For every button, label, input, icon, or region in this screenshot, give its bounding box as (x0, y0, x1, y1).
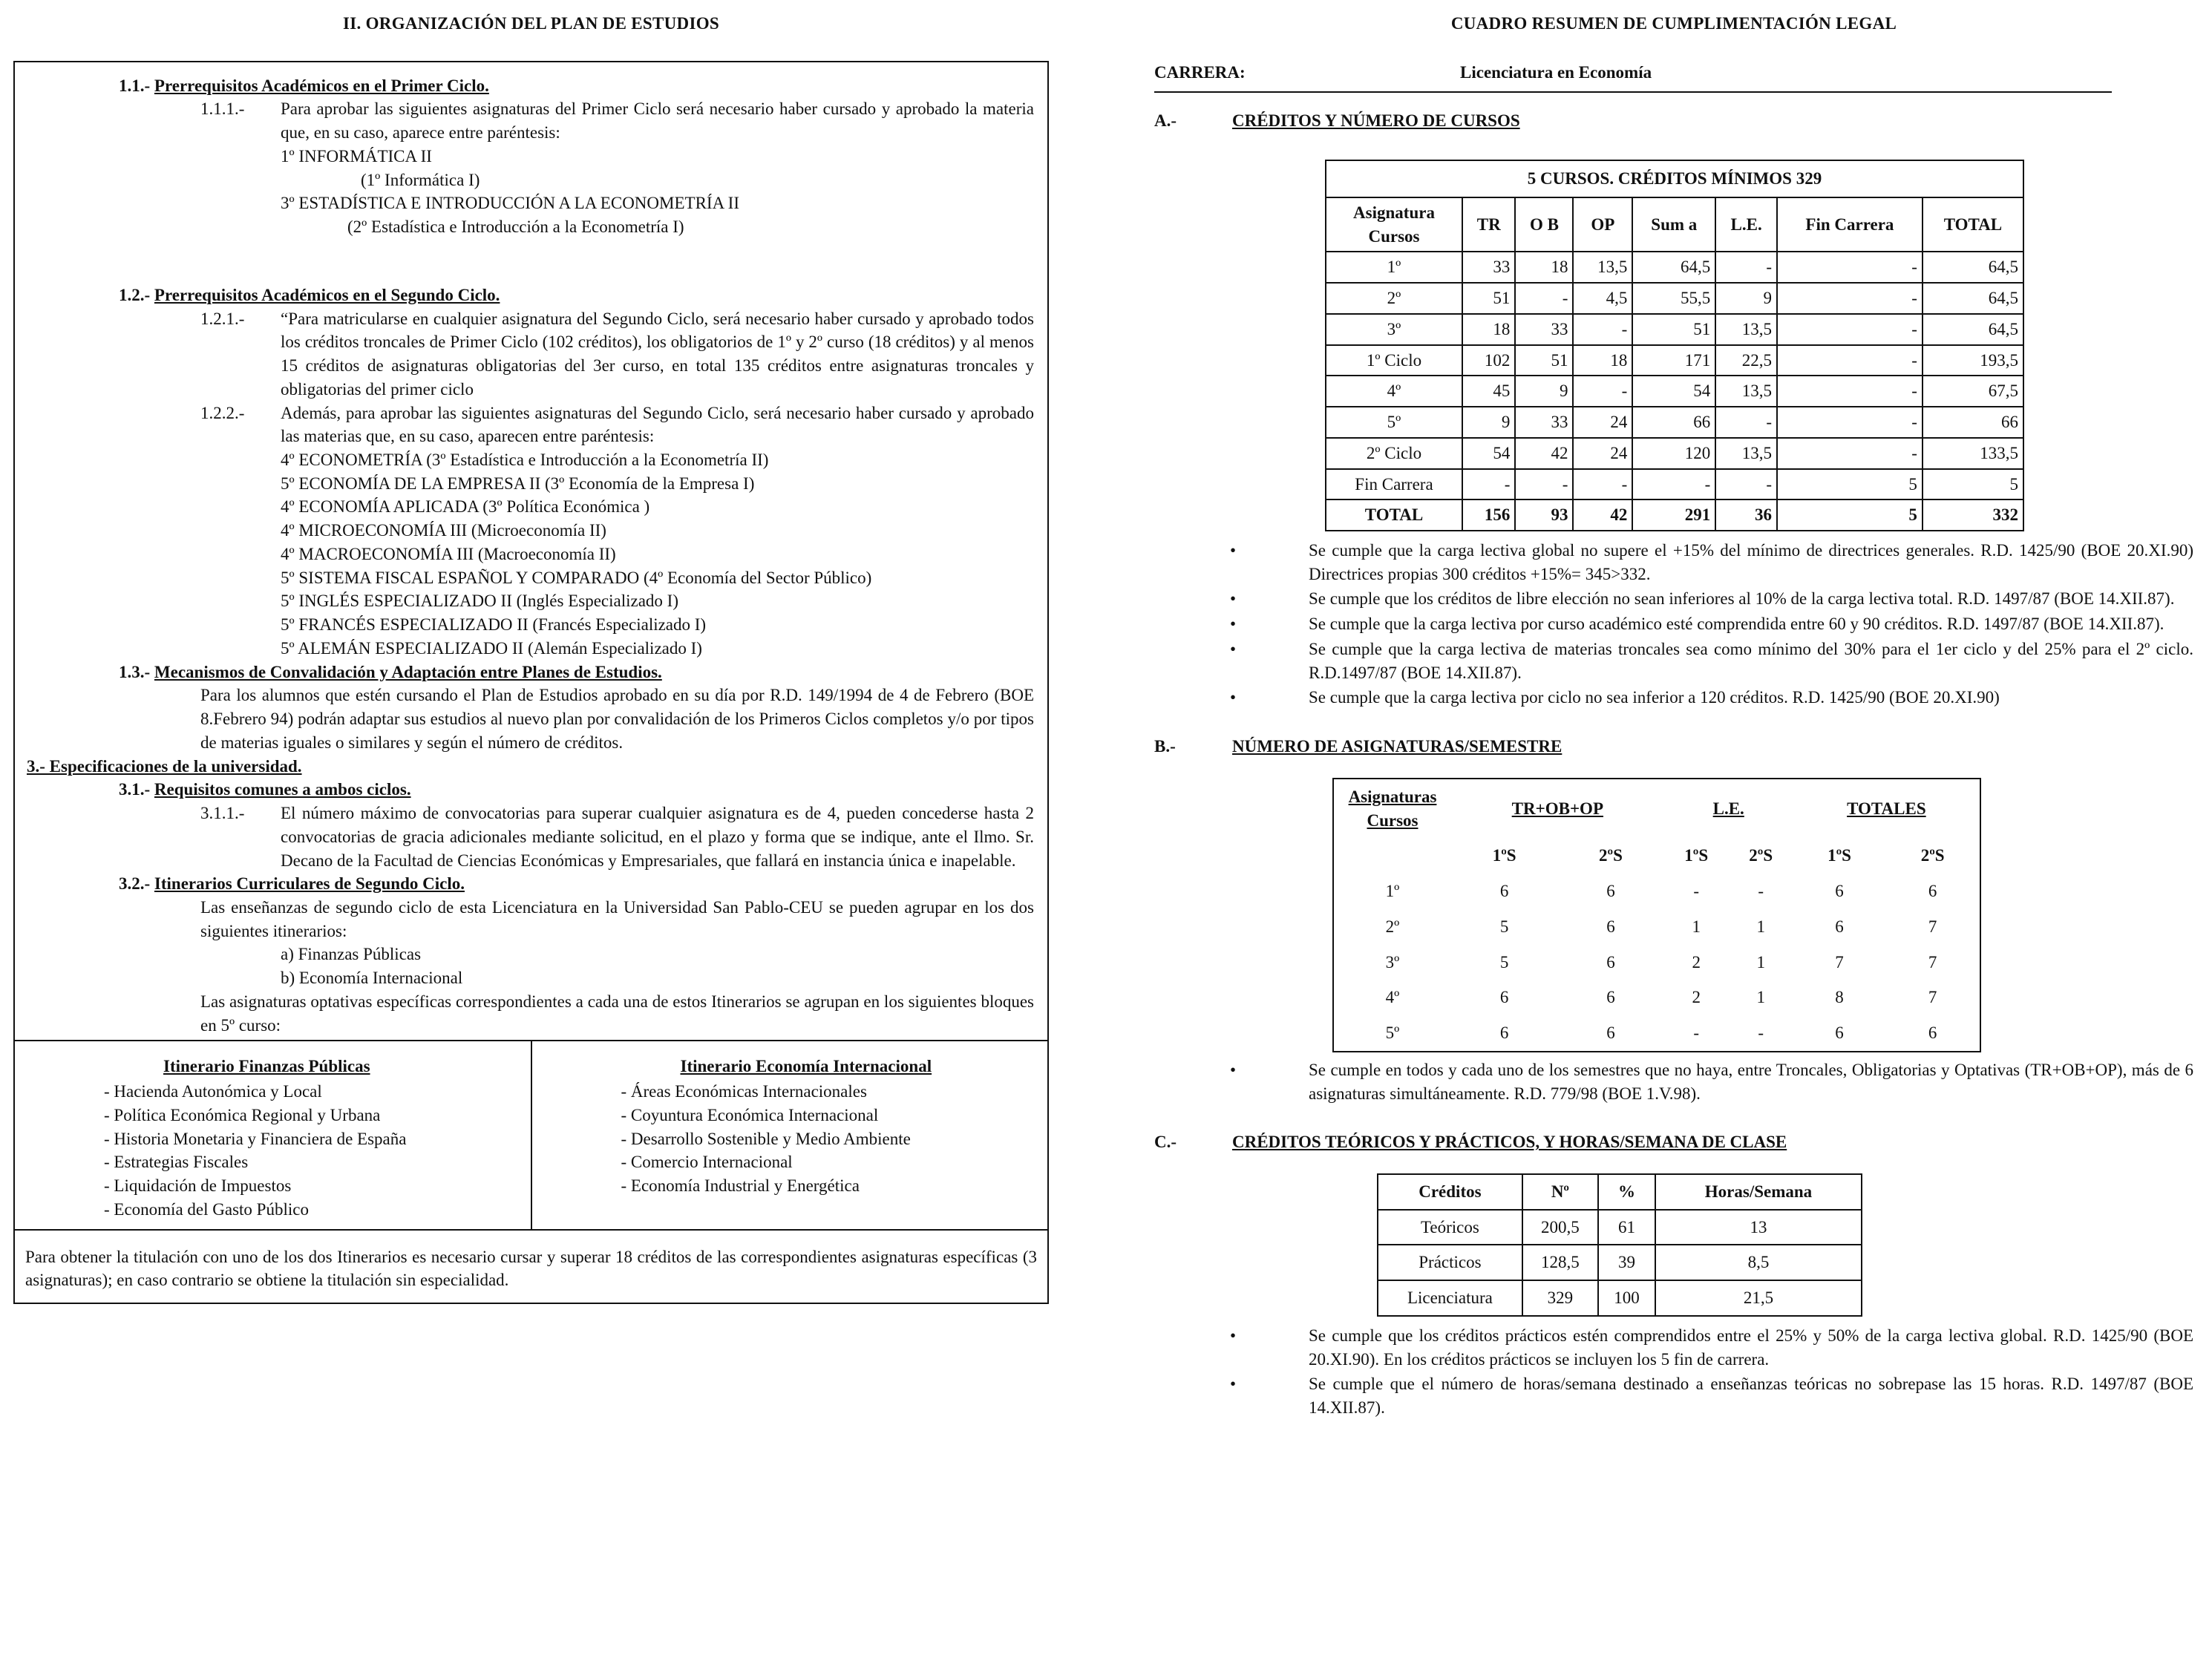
table-cell: 128,5 (1522, 1245, 1598, 1280)
table-cell: 64,5 (1923, 252, 2023, 283)
table-cell: 9 (1715, 283, 1777, 314)
column-header: TOTAL (1923, 197, 2023, 252)
column-header: Horas/Semana (1655, 1174, 1862, 1210)
section-3-2: 3.2.- Itinerarios Curriculares de Segundo Ciclo. (119, 874, 465, 894)
table-cell: - (1462, 469, 1515, 500)
column-header: Asignaturas Cursos (1348, 787, 1437, 830)
table-cell: - (1777, 407, 1923, 438)
table-cell: - (1758, 882, 1764, 901)
bullets-b (1154, 1058, 2193, 1105)
carrera-label: CARRERA: (1154, 62, 1246, 82)
table-cell: 6 (1835, 882, 1844, 901)
table-cell: 18 (1462, 314, 1515, 345)
prereq-item: (1º Informática I) (361, 170, 480, 189)
table-row (1326, 438, 2023, 469)
table-cell: 1 (1756, 988, 1765, 1007)
section-3-1: 3.1.- Requisitos comunes a ambos ciclos. (119, 780, 411, 799)
left-column (13, 0, 1049, 1304)
table-cell: 4,5 (1573, 283, 1632, 314)
table-cell: 13,5 (1573, 252, 1632, 283)
table-cell: 21,5 (1655, 1280, 1862, 1316)
bullets-c (1154, 1324, 2193, 1420)
table-cell: 1 (1692, 917, 1701, 936)
table-cell: - (1777, 283, 1923, 314)
column-header: Asignatura Cursos (1326, 197, 1462, 252)
section-1-3-text: Para los alumnos que estén cursando el Plan de Estudios aprobado en su día por R.D. 149/1994 de 4 de Febrero (BOE 8.Febrero 94) podrán adaptar sus estudios al nuevo plan por convalidación de los Primeros Ciclos completos y/o por tipos de materias iguales o similares y según el número de créditos. (200, 686, 1034, 752)
table-cell: 24 (1573, 407, 1632, 438)
table-cell: 8 (1835, 988, 1844, 1007)
table-cell: 5 (1777, 469, 1923, 500)
column-header: L.E. (1712, 799, 1744, 818)
table-cell: 13,5 (1715, 376, 1777, 407)
table-cell: 1 (1756, 952, 1765, 972)
table-row (1333, 874, 1980, 909)
table-cell: - (1777, 376, 1923, 407)
prereq-item: 4º MICROECONOMÍA III (Microeconomía II) (281, 521, 606, 540)
list-item: - Comercio Internacional (621, 1153, 793, 1172)
prereq-item: 5º FRANCÉS ESPECIALIZADO II (Francés Especializado I) (281, 615, 707, 635)
list-item: - Historia Monetaria y Financiera de España (104, 1129, 407, 1148)
bullet-item: • Se cumple que la carga lectiva por ciclo no sea inferior a 120 créditos. R.D. 1425/90 (BOE 20.XI.90) (1230, 688, 2000, 707)
theory-practice-table (1377, 1173, 1862, 1317)
table-cell: 7 (1928, 952, 1937, 972)
table-row (1378, 1280, 1862, 1316)
table-cell: 54 (1462, 438, 1515, 469)
table-cell: Licenciatura (1378, 1280, 1522, 1316)
semester-header: 1ºS (1492, 846, 1516, 865)
table-cell: - (1693, 1023, 1700, 1043)
subjects-semester-table (1332, 778, 1981, 1052)
itinerary-title: Itinerario Economía Internacional (680, 1057, 932, 1076)
table-cell: - (1573, 469, 1632, 500)
table-cell: 42 (1515, 438, 1573, 469)
table-caption: 5 CURSOS. CRÉDITOS MÍNIMOS 329 (1326, 160, 2023, 197)
table-row (1326, 407, 2023, 438)
table-row (1326, 469, 2023, 500)
table-cell: 6 (1606, 1023, 1615, 1043)
itinerary-finanzas (15, 1041, 532, 1228)
table-row (1326, 283, 2023, 314)
table-cell: 2º (1326, 283, 1462, 314)
list-item: - Economía del Gasto Público (104, 1199, 309, 1219)
table-cell: 3º (1385, 952, 1400, 972)
table-cell: - (1777, 345, 1923, 376)
list-item: - Liquidación de Impuestos (104, 1176, 292, 1196)
list-item: - Economía Industrial y Energética (621, 1176, 860, 1196)
table-cell: 2º (1385, 917, 1400, 936)
credits-table (1325, 160, 2024, 531)
table-cell: - (1777, 438, 1923, 469)
table-cell: - (1693, 882, 1700, 901)
table-cell: 1º (1326, 252, 1462, 283)
table-row (1326, 314, 2023, 345)
left-title: II. ORGANIZACIÓN DEL PLAN DE ESTUDIOS (343, 14, 719, 33)
table-cell: 24 (1573, 438, 1632, 469)
column-header: TOTALES (1847, 799, 1926, 818)
table-cell: 66 (1923, 407, 2023, 438)
prereq-item: 4º ECONOMETRÍA (3º Estadística e Introducción a la Econometría II) (281, 451, 769, 470)
section-1-1-1: 1.1.1.- Para aprobar las siguientes asignaturas del Primer Ciclo será necesario haber cursado y aprobado la materia que, en su caso, aparece entre paréntesis: (200, 99, 1034, 143)
table-row (1333, 980, 1980, 1015)
table-cell: 33 (1515, 314, 1573, 345)
list-item: - Hacienda Autonómica y Local (104, 1082, 322, 1101)
bullet-item: • Se cumple que la carga lectiva de materias troncales sea como mínimo del 30% para el 1er ciclo y del 25% para el 2º ciclo. R.D.1497/87 (BOE 14.XII.87). (1230, 639, 2193, 682)
column-header: TR+OB+OP (1511, 799, 1603, 818)
column-header: Nº (1522, 1174, 1598, 1210)
table-cell: 18 (1573, 345, 1632, 376)
prereq-item: 5º SISTEMA FISCAL ESPAÑOL Y COMPARADO (4º Economía del Sector Público) (281, 568, 872, 587)
semester-row (1333, 838, 1980, 874)
table-cell: 2 (1692, 988, 1701, 1007)
table-cell: 6 (1606, 917, 1615, 936)
table-cell: 33 (1515, 407, 1573, 438)
list-item: - Desarrollo Sostenible y Medio Ambiente (621, 1129, 911, 1148)
table-cell: 1º (1385, 882, 1400, 901)
section-c-heading: C.- CRÉDITOS TEÓRICOS Y PRÁCTICOS, Y HORAS/SEMANA DE CLASE (1154, 1133, 1787, 1152)
table-cell: 55,5 (1632, 283, 1715, 314)
prereq-item: 5º INGLÉS ESPECIALIZADO II (Inglés Especializado I) (281, 592, 678, 611)
table-cell: 7 (1928, 988, 1937, 1007)
table-cell: 5 (1499, 952, 1509, 972)
section-1-2-1: 1.2.1.- “Para matricularse en cualquier asignatura del Segundo Ciclo, será necesario haber cursado y aprobado todos los créditos troncales de Primer Ciclo (102 créditos), los obligatorios de 1º y 2º curso (18 créditos) y al menos 15 créditos de asignaturas obligatorias del 3er curso, en total 135 créditos entre asignaturas troncales y obligatorias del primer ciclo (200, 309, 1034, 399)
table-cell: 5º (1326, 407, 1462, 438)
section-a-heading: A.- CRÉDITOS Y NÚMERO DE CURSOS (1154, 111, 1520, 131)
table-cell: 5 (1499, 917, 1509, 936)
table-header-row (1326, 197, 2023, 252)
table-cell: 39 (1598, 1245, 1655, 1280)
table-cell: - (1715, 252, 1777, 283)
table-cell: TOTAL (1326, 499, 1462, 531)
prereq-item: 1º INFORMÁTICA II (281, 146, 432, 166)
section-3: 3.- Especificaciones de la universidad. (27, 756, 302, 776)
table-cell: 6 (1835, 1023, 1844, 1043)
column-header: L.E. (1715, 197, 1777, 252)
section-1-1: 1.1.- Prerrequisitos Académicos en el Primer Ciclo. (119, 76, 489, 95)
table-cell: 102 (1462, 345, 1515, 376)
table-cell: 64,5 (1632, 252, 1715, 283)
carrera-row (1154, 61, 2112, 94)
table-cell: 6 (1606, 988, 1615, 1007)
bullet-item: • Se cumple que los créditos prácticos estén comprendidos entre el 25% y 50% de la carga lectiva global. R.D. 1425/90 (BOE 20.XI.90). En los créditos prácticos se incluyen los 5 fin de carrera. (1230, 1326, 2193, 1369)
bullet-item: • Se cumple que la carga lectiva global no supere el +15% del mínimo de directrices generales. R.D. 1425/90 (BOE 20.XI.90) Directrices propias 300 créditos +15%= 345>332. (1230, 541, 2193, 583)
table-cell: - (1777, 314, 1923, 345)
column-header: O B (1515, 197, 1573, 252)
table-cell: - (1777, 252, 1923, 283)
table-row (1326, 252, 2023, 283)
table-row (1326, 345, 2023, 376)
table-cell: - (1573, 376, 1632, 407)
table-cell: 51 (1462, 283, 1515, 314)
list-item: - Coyuntura Económica Internacional (621, 1105, 879, 1124)
table-cell: Prácticos (1378, 1245, 1522, 1280)
section-b-heading: B.- NÚMERO DE ASIGNATURAS/SEMESTRE (1154, 737, 1563, 756)
semester-header: 1ºS (1827, 846, 1851, 865)
table-cell: 22,5 (1715, 345, 1777, 376)
section-1-2: 1.2.- Prerrequisitos Académicos en el Segundo Ciclo. (119, 285, 500, 304)
table-cell: 5 (1923, 469, 2023, 500)
table-cell: 67,5 (1923, 376, 2023, 407)
table-cell: - (1515, 469, 1573, 500)
table-cell: 33 (1462, 252, 1515, 283)
section-1-3: 1.3.- Mecanismos de Convalidación y Adaptación entre Planes de Estudios. (119, 662, 662, 681)
table-cell: 332 (1923, 499, 2023, 531)
table-cell: 6 (1835, 917, 1844, 936)
table-cell: 156 (1462, 499, 1515, 531)
table-cell: 93 (1515, 499, 1573, 531)
table-row (1378, 1245, 1862, 1280)
right-title: CUADRO RESUMEN DE CUMPLIMENTACIÓN LEGAL (1450, 14, 1897, 33)
table-cell: 193,5 (1923, 345, 2023, 376)
list-item: - Estrategias Fiscales (104, 1153, 249, 1172)
table-cell: 6 (1499, 1023, 1509, 1043)
table-cell: 5 (1777, 499, 1923, 531)
right-column (1154, 0, 2193, 1420)
itineraries-table (15, 1040, 1047, 1228)
table-cell: 2 (1692, 952, 1701, 972)
table-cell: 45 (1462, 376, 1515, 407)
table-cell: 9 (1462, 407, 1515, 438)
column-header: % (1598, 1174, 1655, 1210)
carrera-value: Licenciatura en Economía (1460, 62, 1652, 82)
table-cell: 1º Ciclo (1326, 345, 1462, 376)
table-cell: 200,5 (1522, 1210, 1598, 1245)
table-cell: 5º (1385, 1023, 1400, 1043)
semester-header: 2ºS (1749, 846, 1773, 865)
table-cell: 36 (1715, 499, 1777, 531)
prereq-item: 5º ECONOMÍA DE LA EMPRESA II (3º Economía de la Empresa I) (281, 474, 755, 493)
section-3-2-text-2: Las asignaturas optativas específicas correspondientes a cada una de estos Itinerarios se agrupan en los siguientes bloques en 5º curso: (200, 992, 1034, 1035)
table-cell: 18 (1515, 252, 1573, 283)
table-header-row (1333, 779, 1980, 838)
prereq-item: (2º Estadística e Introducción a la Econometría I) (347, 217, 684, 237)
section-1-2-2: 1.2.2.- Además, para aprobar las siguientes asignaturas del Segundo Ciclo, será necesario haber cursado y aprobado las materias que, en su caso, aparecen entre paréntesis: (200, 403, 1034, 446)
list-item: - Política Económica Regional y Urbana (104, 1105, 381, 1124)
table-cell: Fin Carrera (1326, 469, 1462, 500)
table-cell: 4º (1326, 376, 1462, 407)
column-header: Créditos (1378, 1174, 1522, 1210)
column-header: TR (1462, 197, 1515, 252)
table-cell: 6 (1499, 882, 1509, 901)
bullet-item: • Se cumple en todos y cada uno de los semestres que no haya, entre Troncales, Obligatorias y Optativas (TR+OB+OP), más de 6 asignaturas simultáneamente. R.D. 779/98 (BOE 1.V.98). (1230, 1060, 2193, 1103)
prereq-item: 4º ECONOMÍA APLICADA (3º Política Económica ) (281, 497, 650, 517)
table-cell: - (1758, 1023, 1764, 1043)
table-cell: - (1715, 469, 1777, 500)
table-cell: 3º (1326, 314, 1462, 345)
table-cell: 13 (1655, 1210, 1862, 1245)
table-cell: 1 (1756, 917, 1765, 936)
table-cell: 6 (1606, 882, 1615, 901)
table-cell: 4º (1385, 988, 1400, 1007)
table-cell: 2º Ciclo (1326, 438, 1462, 469)
semester-header: 2ºS (1599, 846, 1623, 865)
semester-header: 1ºS (1684, 846, 1709, 865)
table-cell: 9 (1515, 376, 1573, 407)
semester-header: 2ºS (1920, 846, 1945, 865)
table-cell: 120 (1632, 438, 1715, 469)
table-cell: - (1632, 469, 1715, 500)
table-cell: - (1573, 314, 1632, 345)
section-3-2-text: Las enseñanzas de segundo ciclo de esta Licenciatura en la Universidad San Pablo-CEU se pueden agrupar en los dos siguientes itinerarios: (200, 897, 1034, 940)
table-cell: 66 (1632, 407, 1715, 438)
table-cell: 54 (1632, 376, 1715, 407)
column-header: OP (1573, 197, 1632, 252)
table-cell: 133,5 (1923, 438, 2023, 469)
table-row (1333, 1015, 1980, 1052)
table-row (1326, 499, 2023, 531)
itinerary-option: b) Economía Internacional (281, 969, 463, 988)
itinerary-internacional (532, 1041, 1048, 1228)
column-header: Sum a (1632, 197, 1715, 252)
bullet-item: • Se cumple que los créditos de libre elección no sean inferiores al 10% de la carga lectiva total. R.D. 1497/87 (BOE 14.XII.87). (1230, 589, 2175, 609)
table-row (1378, 1210, 1862, 1245)
table-header-row (1378, 1174, 1862, 1210)
table-row (1333, 909, 1980, 945)
prereq-item: 3º ESTADÍSTICA E INTRODUCCIÓN A LA ECONOMETRÍA II (281, 194, 739, 213)
table-row (1333, 945, 1980, 980)
table-cell: 13,5 (1715, 438, 1777, 469)
table-cell: 7 (1835, 952, 1844, 972)
itinerary-option: a) Finanzas Públicas (281, 945, 422, 964)
section-3-1-1: 3.1.1.- El número máximo de convocatorias para superar cualquier asignatura es de 4, pueden concederse hasta 2 convocatorias de gracia adicionales mediante solicitud, en el plazo y forma que se indique, ante el Ilmo. Sr. Decano de la Facultad de Ciencias Económicas y Empresariales, que fallará en instancia única e inapelable. (200, 804, 1034, 870)
table-cell: - (1715, 407, 1777, 438)
table-cell: 6 (1928, 1023, 1937, 1043)
table-cell: 6 (1928, 882, 1937, 901)
table-cell: 329 (1522, 1280, 1598, 1316)
table-cell: 64,5 (1923, 314, 2023, 345)
itinerary-title: Itinerario Finanzas Públicas (163, 1057, 370, 1076)
bullets-a (1154, 539, 2193, 710)
column-header: Fin Carrera (1777, 197, 1923, 252)
table-cell: 51 (1515, 345, 1573, 376)
table-cell: 42 (1573, 499, 1632, 531)
table-cell: 100 (1598, 1280, 1655, 1316)
table-row (1326, 376, 2023, 407)
study-plan-box (13, 61, 1049, 1304)
table-cell: 6 (1499, 988, 1509, 1007)
table-cell: 13,5 (1715, 314, 1777, 345)
table-cell: 64,5 (1923, 283, 2023, 314)
table-cell: 51 (1632, 314, 1715, 345)
table-cell: - (1515, 283, 1573, 314)
table-cell: 61 (1598, 1210, 1655, 1245)
bullet-item: • Se cumple que el número de horas/semana destinado a enseñanzas teóricas no sobrepase las 15 horas. R.D. 1497/87 (BOE 14.XII.87). (1230, 1375, 2193, 1418)
table-cell: 171 (1632, 345, 1715, 376)
table-cell: 8,5 (1655, 1245, 1862, 1280)
prereq-item: 5º ALEMÁN ESPECIALIZADO II (Alemán Especializado I) (281, 638, 702, 658)
table-cell: 7 (1928, 917, 1937, 936)
itinerary-note: Para obtener la titulación con uno de los dos Itinerarios es necesario cursar y superar 18 créditos de las correspondientes asignaturas específicas (3 asignaturas); en caso contrario se obtiene la titulación sin especialidad. (15, 1229, 1047, 1303)
list-item: - Áreas Económicas Internacionales (621, 1082, 867, 1101)
table-cell: 291 (1632, 499, 1715, 531)
prereq-item: 4º MACROECONOMÍA III (Macroeconomía II) (281, 544, 616, 563)
table-cell: 6 (1606, 952, 1615, 972)
table-cell: Teóricos (1378, 1210, 1522, 1245)
bullet-item: • Se cumple que la carga lectiva por curso académico esté comprendida entre 60 y 90 créditos. R.D. 1497/87 (BOE 14.XII.87). (1230, 615, 2164, 634)
